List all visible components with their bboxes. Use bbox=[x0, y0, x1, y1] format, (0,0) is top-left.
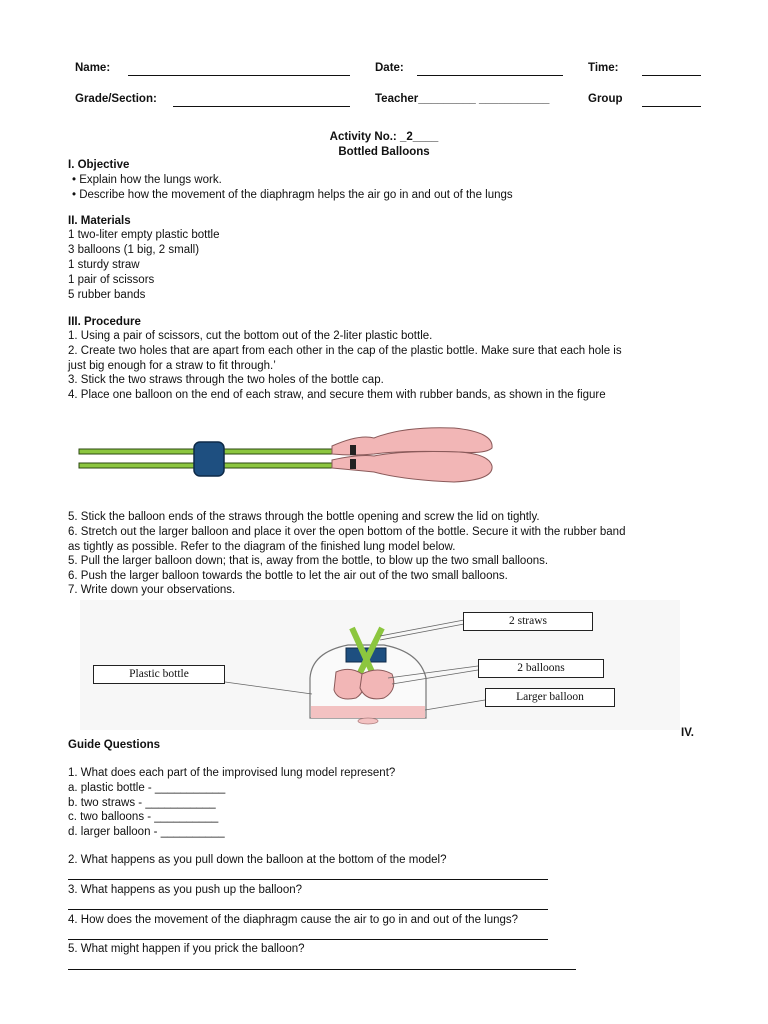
time-label: Time: bbox=[588, 62, 619, 74]
time-field[interactable] bbox=[642, 75, 701, 76]
larger-balloon-label: Larger balloon bbox=[485, 688, 615, 707]
straw-balloon-figure bbox=[74, 414, 504, 490]
materials-item: 5 rubber bands bbox=[68, 289, 146, 301]
activity-number: Activity No.: _2____ bbox=[329, 131, 439, 143]
answer-line[interactable] bbox=[68, 909, 548, 910]
materials-item: 1 sturdy straw bbox=[68, 259, 140, 271]
rubber-band-lower bbox=[350, 459, 356, 469]
straw-lower-right bbox=[222, 463, 332, 468]
small-balloon-left bbox=[334, 669, 364, 699]
procedure-step: as tightly as possible. Refer to the diagram of the finished lung model below. bbox=[68, 541, 456, 553]
straw-upper-right bbox=[222, 449, 332, 454]
procedure-step: 6. Push the larger balloon towards the bottle to let the air out of the two small balloons. bbox=[68, 570, 508, 582]
question: 5. What might happen if you prick the balloon? bbox=[68, 943, 305, 955]
question: 2. What happens as you pull down the balloon at the bottom of the model? bbox=[68, 854, 447, 866]
materials-heading: II. Materials bbox=[68, 215, 131, 227]
larger-balloon bbox=[311, 706, 425, 718]
procedure-step: 1. Using a pair of scissors, cut the bottom out of the 2-liter plastic bottle. bbox=[68, 330, 433, 342]
guide-heading: Guide Questions bbox=[68, 739, 161, 751]
materials-item: 3 balloons (1 big, 2 small) bbox=[68, 244, 200, 256]
name-label: Name: bbox=[75, 62, 111, 74]
procedure-step: 6. Stretch out the larger balloon and place it over the open bottom of the bottle. Secure it with the rubber band bbox=[68, 526, 626, 538]
date-field[interactable] bbox=[417, 75, 563, 76]
straw-lower-left bbox=[79, 463, 199, 468]
teacher-label: Teacher_________ ___________ bbox=[375, 93, 550, 105]
procedure-step: 5. Stick the balloon ends of the straws through the bottle opening and screw the lid on tightly. bbox=[68, 511, 540, 523]
objective-heading: I. Objective bbox=[68, 159, 130, 171]
question-item: b. two straws - ___________ bbox=[68, 797, 216, 809]
procedure-step: 4. Place one balloon on the end of each straw, and secure them with rubber bands, as shown in the figure bbox=[68, 389, 606, 401]
question: 3. What happens as you push up the balloon? bbox=[68, 884, 303, 896]
straws-label: 2 straws bbox=[463, 612, 593, 631]
group-label: Group bbox=[588, 93, 623, 105]
question-item: c. two balloons - __________ bbox=[68, 811, 219, 823]
procedure-step: just big enough for a straw to fit through.’ bbox=[68, 360, 276, 372]
procedure-step: 7. Write down your observations. bbox=[68, 584, 236, 596]
procedure-step: 5. Pull the larger balloon down; that is, away from the bottle, to blow up the two small balloons. bbox=[68, 555, 549, 567]
section-number: IV. bbox=[681, 727, 695, 739]
larger-balloon-knot bbox=[358, 718, 378, 724]
procedure-heading: III. Procedure bbox=[68, 316, 141, 328]
question: 1. What does each part of the improvised lung model represent? bbox=[68, 767, 396, 779]
name-field[interactable] bbox=[128, 75, 350, 76]
grade-section-field[interactable] bbox=[173, 106, 350, 107]
answer-line[interactable] bbox=[68, 969, 576, 970]
date-label: Date: bbox=[375, 62, 404, 74]
answer-line[interactable] bbox=[68, 879, 548, 880]
procedure-step: 3. Stick the two straws through the two holes of the bottle cap. bbox=[68, 374, 384, 386]
objective-item: • Explain how the lungs work. bbox=[72, 174, 222, 186]
procedure-step: 2. Create two holes that are apart from each other in the cap of the plastic bottle. Make sure that each hole is bbox=[68, 345, 622, 357]
activity-title: Bottled Balloons bbox=[338, 146, 430, 158]
question-item: a. plastic bottle - ___________ bbox=[68, 782, 226, 794]
grade-section-label: Grade/Section: bbox=[75, 93, 157, 105]
question-item: d. larger balloon - __________ bbox=[68, 826, 225, 838]
small-balloon-right bbox=[360, 670, 394, 699]
materials-item: 1 two-liter empty plastic bottle bbox=[68, 229, 220, 241]
group-field[interactable] bbox=[642, 106, 701, 107]
objective-item: • Describe how the movement of the diaphragm helps the air go in and out of the lungs bbox=[72, 189, 513, 201]
plastic-bottle-label: Plastic bottle bbox=[93, 665, 225, 684]
question: 4. How does the movement of the diaphragm cause the air to go in and out of the lungs? bbox=[68, 914, 519, 926]
small-balloon-upper bbox=[332, 428, 492, 455]
materials-item: 1 pair of scissors bbox=[68, 274, 155, 286]
straw-upper-left bbox=[79, 449, 199, 454]
rubber-band-upper bbox=[350, 445, 356, 455]
small-balloon-lower bbox=[332, 452, 492, 483]
answer-line[interactable] bbox=[68, 939, 548, 940]
balloons-label: 2 balloons bbox=[478, 659, 604, 678]
bottle-cap bbox=[194, 442, 224, 476]
